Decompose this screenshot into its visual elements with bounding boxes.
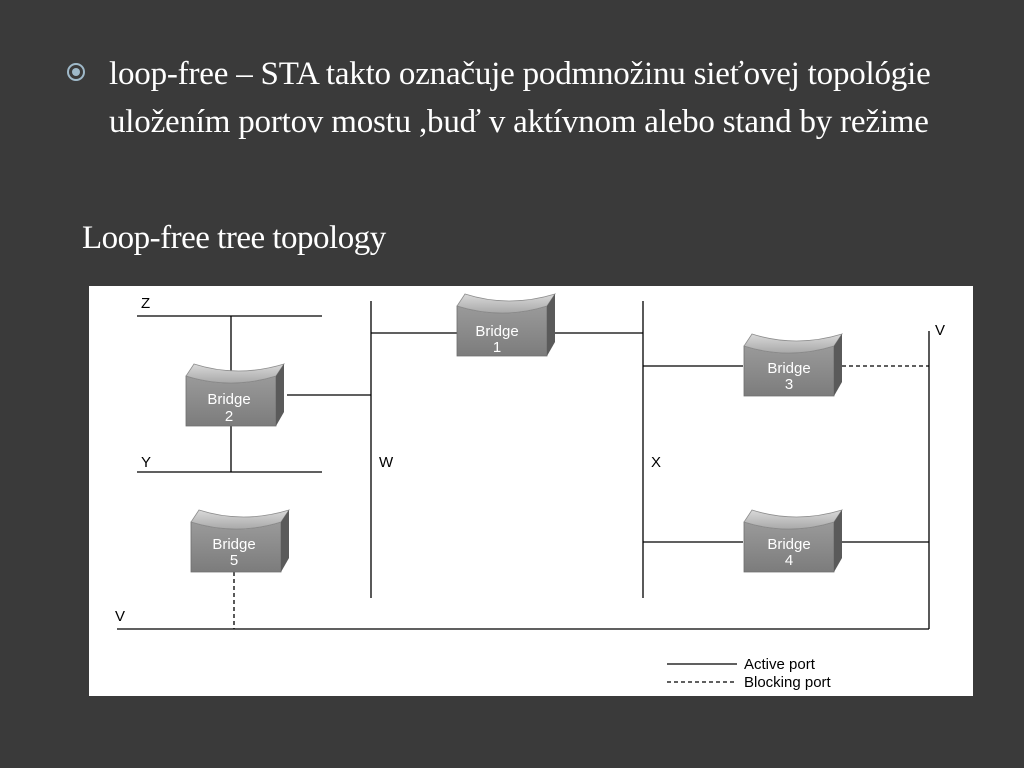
bridge-5-number: 5 xyxy=(229,552,239,569)
label-v-top: V xyxy=(935,322,946,339)
legend-active-label: Active port xyxy=(744,656,815,673)
label-y: Y xyxy=(141,454,152,471)
bridge-4 xyxy=(744,510,842,572)
label-z: Z xyxy=(141,295,151,312)
circle-bullet-icon xyxy=(66,62,86,82)
topology-diagram xyxy=(89,286,973,696)
label-v-bottom: V xyxy=(115,608,126,625)
bullet-lead: loop- xyxy=(109,56,178,92)
bridge-4-word: Bridge xyxy=(767,536,811,553)
bridge-4-number: 4 xyxy=(784,552,794,569)
bridge-1 xyxy=(457,294,555,356)
bullet-body: free – STA takto označuje podmnožinu sieťovej topológie uložením portov mostu ,buď v aktívnom alebo stand by režime xyxy=(109,56,931,140)
bridge-2-word: Bridge xyxy=(207,391,251,408)
label-w: W xyxy=(379,454,394,471)
bridge-2 xyxy=(186,364,284,426)
label-x: X xyxy=(651,454,662,471)
bridge-1-word: Bridge xyxy=(475,323,519,340)
slide-subtitle: Loop-free tree topology xyxy=(82,220,386,256)
bullet-text xyxy=(109,50,969,146)
bridge-2-number: 2 xyxy=(224,408,234,425)
topology-svg xyxy=(89,286,973,696)
bridge-5 xyxy=(191,510,289,572)
bridge-5-word: Bridge xyxy=(212,536,256,553)
bridge-3 xyxy=(744,334,842,396)
bridge-1-number: 1 xyxy=(492,339,502,356)
bridge-3-number: 3 xyxy=(784,376,794,393)
bridge-3-word: Bridge xyxy=(767,360,811,377)
legend xyxy=(744,656,832,691)
legend-blocking-label: Blocking port xyxy=(744,674,831,691)
